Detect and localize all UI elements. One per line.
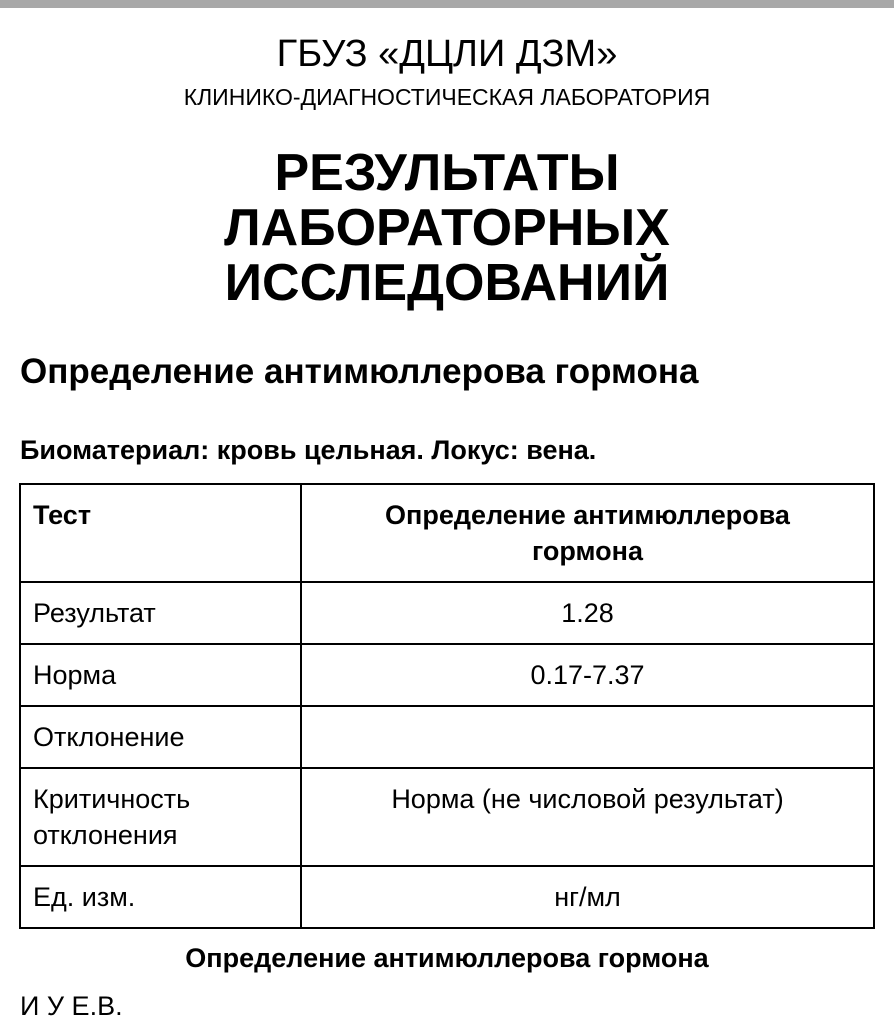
row-value-deviation [301, 706, 874, 768]
row-label-deviation: Отклонение [20, 706, 301, 768]
cutoff-text-line: И У Е.В. [20, 991, 123, 1021]
row-label-result: Результат [20, 582, 301, 644]
document-title-line: ЛАБОРАТОРНЫХ [224, 199, 670, 257]
table-row [20, 768, 874, 866]
row-label-unit: Ед. изм. [20, 866, 301, 928]
row-value-criticality: Норма (не числовой результат) [301, 768, 874, 866]
table-row [20, 706, 874, 768]
table-header-row [20, 484, 874, 582]
document-title-line: ИССЛЕДОВАНИЙ [224, 254, 670, 312]
section-title: Определение антимюллерова гормона [20, 352, 699, 391]
row-label-norm: Норма [20, 644, 301, 706]
table-row [20, 582, 874, 644]
row-value-norm: 0.17-7.37 [301, 644, 874, 706]
document-title-line: РЕЗУЛЬТАТЫ [274, 144, 620, 202]
footer-section-title: Определение антимюллерова гормона [185, 943, 709, 973]
row-value-result: 1.28 [301, 582, 874, 644]
table-row [20, 866, 874, 928]
laboratory-name: КЛИНИКО-ДИАГНОСТИЧЕСКАЯ ЛАБОРАТОРИЯ [183, 84, 711, 110]
results-table [19, 483, 875, 929]
table-row [20, 644, 874, 706]
row-label-criticality: Критичность отклонения [20, 768, 301, 866]
biomaterial-line: Биоматериал: кровь цельная. Локус: вена. [20, 435, 597, 465]
top-border [0, 0, 894, 8]
document-title [0, 146, 894, 311]
organization-name: ГБУЗ «ДЦЛИ ДЗМ» [276, 33, 618, 75]
header-value-cell: Определение антимюллерова гормона [301, 484, 874, 582]
row-value-unit: нг/мл [301, 866, 874, 928]
header-label-cell: Тест [20, 484, 301, 582]
